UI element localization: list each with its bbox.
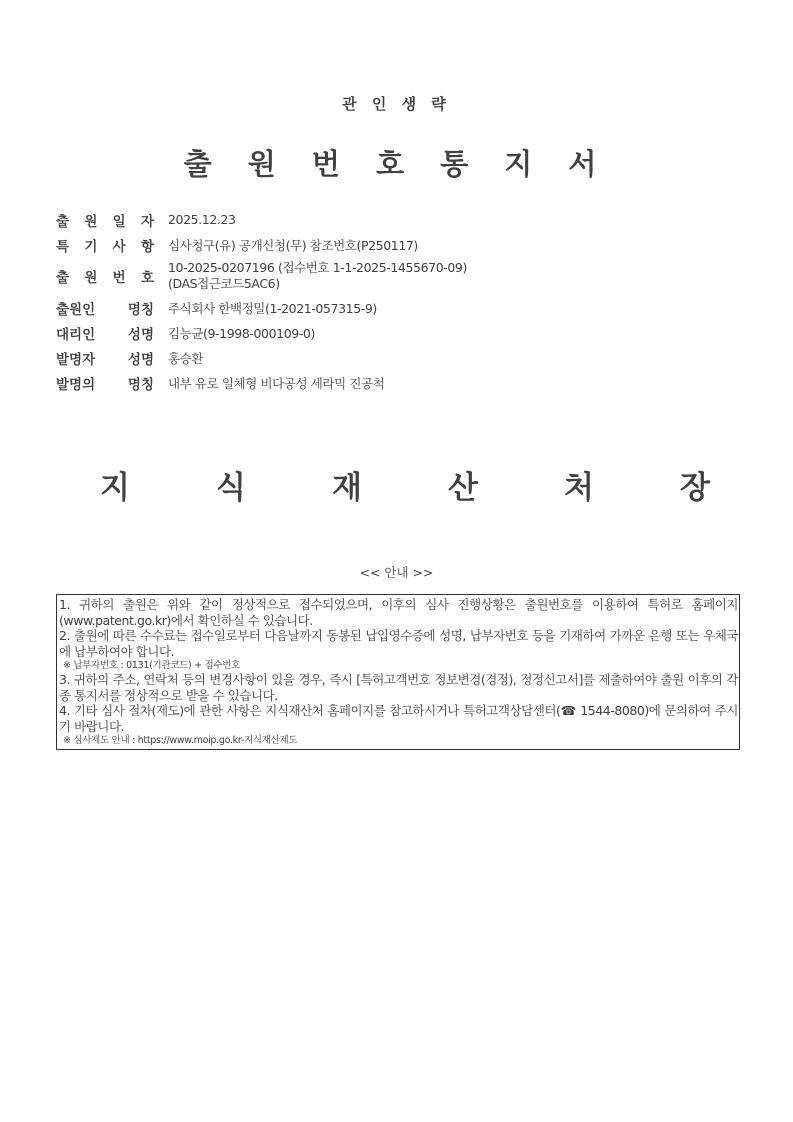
field-value-applicant: 주식회사 한백정밀(1-2021-057315-9) <box>168 300 377 316</box>
field-label: 출 원 일 자 <box>56 213 154 230</box>
notice-item-3: 3. 귀하의 주소, 연락처 등의 변경사항이 있을 경우, 즉시 [특허고객번호 정보변경(경정), 정정신고서]를 제출하여야 출원 이후의 각종 통지서를 정상적으로 받을 수 있습니다. <box>59 672 738 703</box>
field-label: 특 기 사 항 <box>56 238 154 255</box>
notice-item-2: 2. 출원에 따른 수수료는 접수일로부터 다음날까지 동봉된 납입영수증에 성명, 납부자번호 등을 기재하여 가까운 은행 또는 우체국에 납부하여야 합니다. <box>59 628 738 659</box>
field-row-inventor <box>56 345 467 370</box>
field-value-special-notes: 심사청구(유) 공개신청(무) 참조번호(P250117) <box>168 237 418 253</box>
field-value-agent: 김능균(9-1998-000109-0) <box>168 325 315 341</box>
notice-note-payment: ※ 납부자번호 : 0131(기관코드) + 접수번호 <box>63 660 241 671</box>
notice-box <box>56 594 740 750</box>
document-title: 출 원 번 호 통 지 서 <box>183 147 610 181</box>
field-label: 출 원 번 호 <box>56 270 154 286</box>
issuing-agency-signature: 지 식 재 산 처 장 <box>100 470 710 506</box>
field-value-invention-title: 내부 유로 일체형 비다공성 세라믹 진공척 <box>168 375 385 391</box>
field-label: 출원인 명칭 <box>56 301 154 318</box>
field-row-agent <box>56 320 467 345</box>
field-label: 대리인 성명 <box>56 326 154 343</box>
field-label: 발명자 성명 <box>56 351 154 368</box>
field-value-application-number: 10-2025-0207196 (접수번호 1-1-2025-1455670-09) (DAS접근코드5AC6) <box>168 260 467 291</box>
field-row-special-notes <box>56 232 467 257</box>
application-info-table <box>56 207 467 395</box>
field-row-invention-title <box>56 370 467 395</box>
notice-item-1: 1. 귀하의 출원은 위와 같이 정상적으로 접수되었으며, 이후의 심사 진행상황은 출원번호를 이용하여 특허로 홈페이지(www.patent.go.kr)에서 확인하실 수 있습니다. <box>59 597 738 628</box>
field-value-inventor: 홍승환 <box>168 350 204 366</box>
notice-item-4: 4. 기타 심사 절차(제도)에 관한 사항은 지식재산처 홈페이지를 참고하시거나 특허고객상담센터(☎ 1544-8080)에 문의하여 주시기 바랍니다. <box>59 703 738 734</box>
field-value-filing-date: 2025.12.23 <box>168 212 236 227</box>
notice-note-examination: ※ 심사제도 안내 : https://www.moip.go.kr-지식재산제도 <box>63 735 298 746</box>
field-label: 발명의 명칭 <box>56 376 154 393</box>
field-row-filing-date <box>56 207 467 232</box>
field-row-application-number <box>56 257 467 295</box>
field-row-applicant <box>56 295 467 320</box>
seal-omitted-label: 관 인 생 략 <box>342 95 451 113</box>
notice-heading: << 안내 >> <box>359 565 434 580</box>
